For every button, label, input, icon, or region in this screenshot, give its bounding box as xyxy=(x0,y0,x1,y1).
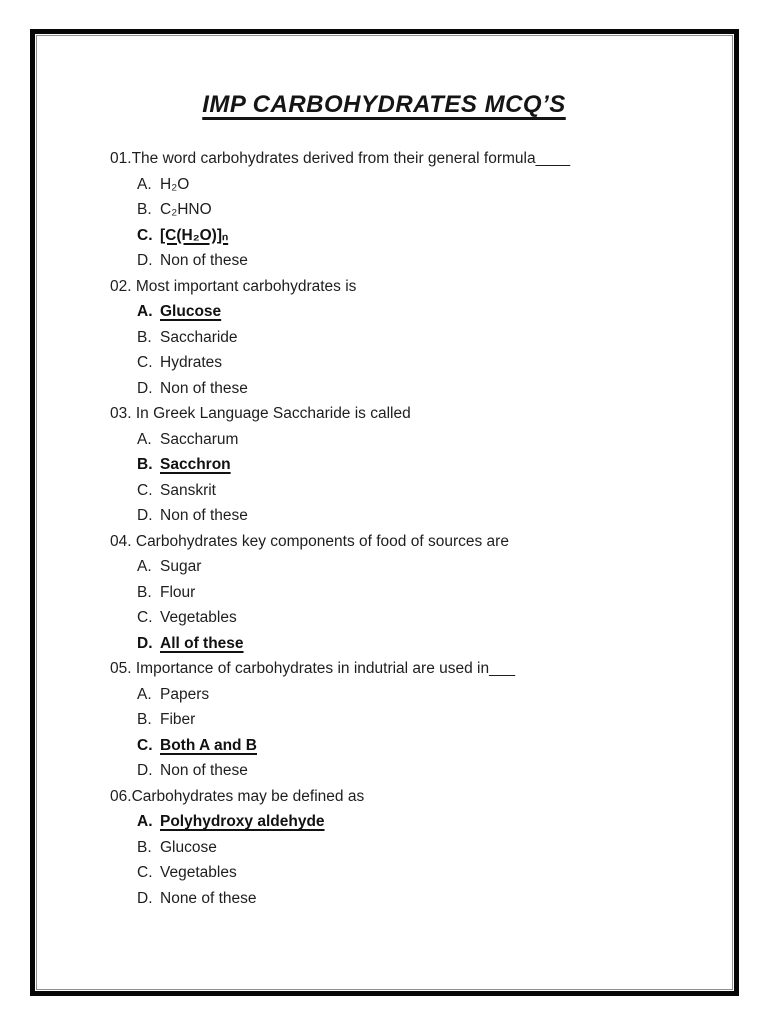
option-letter: A. xyxy=(137,430,152,448)
option-text: Non of these xyxy=(160,762,248,779)
question-number: 04. xyxy=(110,532,132,550)
option-text: Non of these xyxy=(160,507,248,524)
option-letter: B. xyxy=(137,583,152,601)
option-line xyxy=(110,478,720,504)
option-line xyxy=(110,248,720,274)
option-line xyxy=(110,733,720,759)
option-text: Glucose xyxy=(160,838,217,856)
option-letter: B. xyxy=(137,456,153,473)
question-text: Importance of carbohydrates in indutrial are used in___ xyxy=(131,660,515,677)
option-line xyxy=(110,835,720,861)
option-letter: C. xyxy=(137,481,153,499)
option-text: Fiber xyxy=(160,711,196,728)
option-letter: D. xyxy=(137,762,153,779)
option-letter: C. xyxy=(137,609,153,626)
question-line xyxy=(110,274,720,300)
option-text: Glucose xyxy=(160,303,222,320)
option-letter: C. xyxy=(137,736,153,754)
title-row xyxy=(0,91,768,119)
option-line xyxy=(110,886,720,912)
option-text: [C(H₂O)]ₙ xyxy=(160,226,229,244)
option-letter: D. xyxy=(137,252,153,269)
question-text: The word carbohydrates derived from their general formula____ xyxy=(131,150,571,167)
option-line xyxy=(110,809,720,835)
page-title: IMP CARBOHYDRATES MCQ’S xyxy=(202,91,566,118)
option-letter: C. xyxy=(137,226,153,244)
question-number: 05. xyxy=(110,660,132,677)
option-line xyxy=(110,172,720,198)
option-line xyxy=(110,860,720,886)
option-letter: D. xyxy=(137,889,153,907)
question-line xyxy=(110,529,720,555)
option-text: Polyhydroxy aldehyde xyxy=(160,813,325,830)
option-line xyxy=(110,299,720,325)
option-line xyxy=(110,707,720,733)
option-letter: B. xyxy=(137,328,152,346)
option-line xyxy=(110,452,720,478)
option-text: Sugar xyxy=(160,558,202,575)
question-line xyxy=(110,784,720,810)
question-text: Carbohydrates key components of food of sources are xyxy=(131,532,509,550)
option-text: Hydrates xyxy=(160,354,223,371)
option-letter: D. xyxy=(137,634,153,652)
option-text: Both A and B xyxy=(160,736,258,754)
option-text: Flour xyxy=(160,583,196,601)
option-text: All of these xyxy=(160,634,244,652)
question-number: 01. xyxy=(110,150,132,167)
option-letter: B. xyxy=(137,711,152,728)
option-text: Non of these xyxy=(160,252,248,269)
option-letter: A. xyxy=(137,558,152,575)
question-number: 03. xyxy=(110,405,132,422)
option-line xyxy=(110,580,720,606)
option-text: Papers xyxy=(160,685,210,703)
option-line xyxy=(110,223,720,249)
question-text: Most important carbohydrates is xyxy=(131,277,357,295)
option-letter: A. xyxy=(137,175,152,193)
option-letter: D. xyxy=(137,507,153,524)
option-text: Non of these xyxy=(160,379,248,397)
option-text: Sacchron xyxy=(160,456,231,473)
option-letter: A. xyxy=(137,685,152,703)
option-text: C₂HNO xyxy=(160,201,212,218)
question-number: 06. xyxy=(110,787,132,805)
question-list xyxy=(110,146,720,911)
option-text: H₂O xyxy=(160,175,190,193)
option-letter: B. xyxy=(137,838,152,856)
option-letter: A. xyxy=(137,813,153,830)
option-line xyxy=(110,197,720,223)
option-letter: C. xyxy=(137,354,153,371)
option-letter: A. xyxy=(137,303,153,320)
option-line xyxy=(110,503,720,529)
option-text: Vegetables xyxy=(160,864,237,881)
question-line xyxy=(110,401,720,427)
question-number: 02. xyxy=(110,277,132,295)
option-text: Sanskrit xyxy=(160,481,216,499)
option-line xyxy=(110,427,720,453)
option-text: Vegetables xyxy=(160,609,237,626)
question-line xyxy=(110,146,720,172)
option-line xyxy=(110,682,720,708)
option-letter: B. xyxy=(137,201,152,218)
option-line xyxy=(110,350,720,376)
option-line xyxy=(110,631,720,657)
option-line xyxy=(110,325,720,351)
option-line xyxy=(110,376,720,402)
option-line xyxy=(110,758,720,784)
option-line xyxy=(110,554,720,580)
option-text: None of these xyxy=(160,889,257,907)
option-text: Saccharide xyxy=(160,328,238,346)
option-letter: C. xyxy=(137,864,153,881)
question-line xyxy=(110,656,720,682)
question-text: In Greek Language Saccharide is called xyxy=(131,405,411,422)
question-text: Carbohydrates may be defined as xyxy=(131,787,365,805)
option-line xyxy=(110,605,720,631)
option-text: Saccharum xyxy=(160,430,239,448)
option-letter: D. xyxy=(137,379,153,397)
